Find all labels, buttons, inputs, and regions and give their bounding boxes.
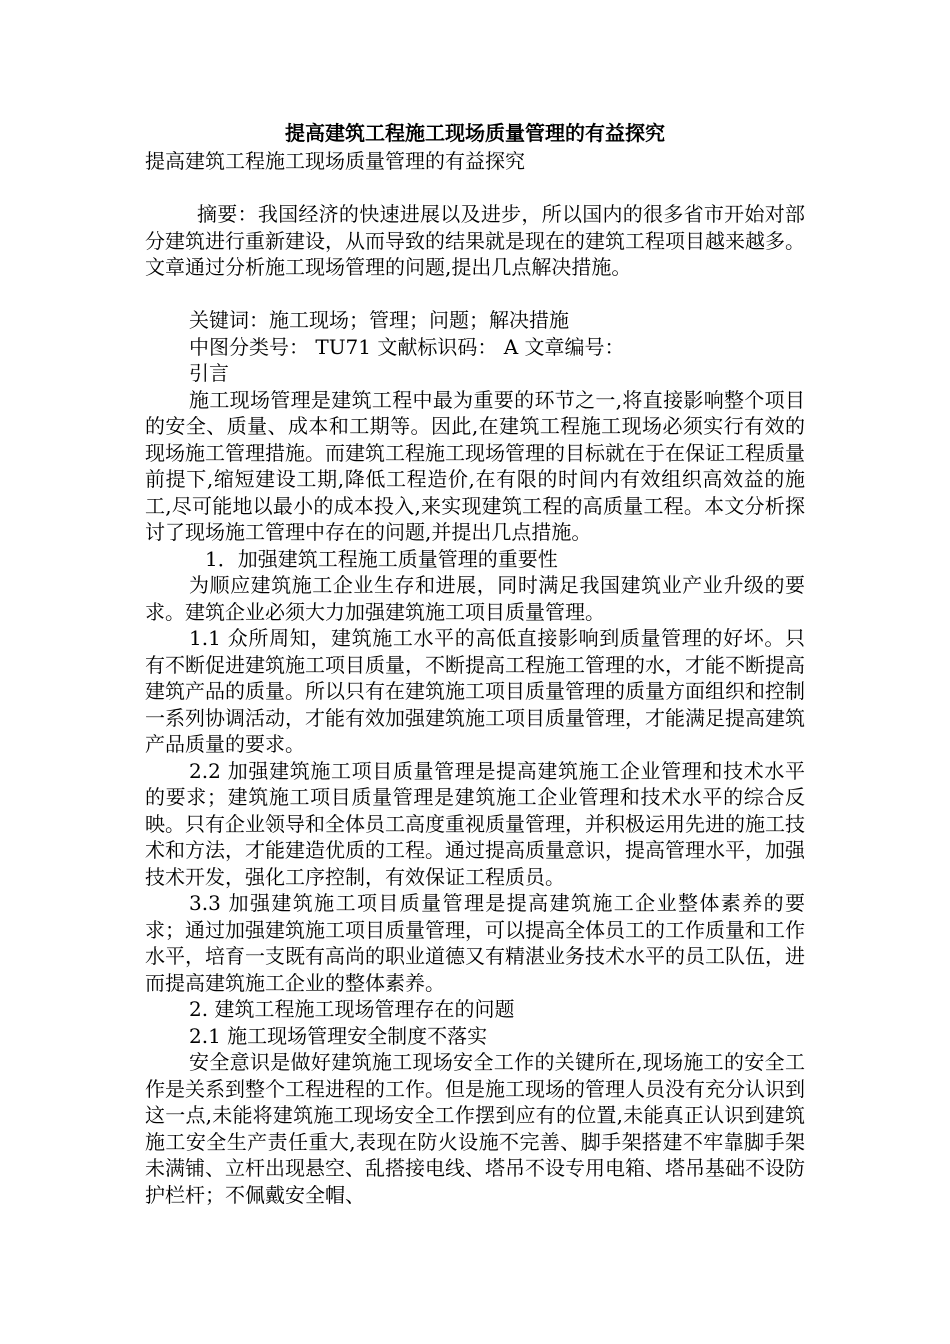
subsection-3-3-paragraph: 3.3 加强建筑施工项目质量管理是提高建筑施工企业整体素养的要求；通过加强建筑施工项目质量管理，可以提高全体员工的工作质量和工作水平，培育一支既有高尚的职业道德又有精湛业务技术水平的员工队伍，进而提高建筑施工企业的整体素养。 (145, 891, 805, 995)
document-title: 提高建筑工程施工现场质量管理的有益探究 (285, 121, 665, 145)
abstract-paragraph: 摘要：我国经济的快速进展以及进步，所以国内的很多省市开始对部分建筑进行重新建设，从而导致的结果就是现在的建筑工程项目越来越多。文章通过分析施工现场管理的问题,提出几点解决措施。 (145, 202, 805, 279)
subsection-2-2-paragraph: 2.2 加强建筑施工项目质量管理是提高建筑施工企业管理和技术水平的要求；建筑施工项目质量管理是建筑施工企业管理和技术水平的综合反映。只有企业领导和全体员工高度重视质量管理，并积极运用先进的施工技术和方法，才能建造优质的工程。通过提高质量意识，提高管理水平，加强技术开发，强化工序控制，有效保证工程质员。 (145, 758, 805, 889)
document-page (145, 118, 805, 1208)
subsection-1-1-paragraph: 1.1 众所周知，建筑施工水平的高低直接影响到质量管理的好坏。只有不断促进建筑施工项目质量，不断提高工程施工管理的水，才能不断提高建筑产品的质量。所以只有在建筑施工项目质量管理的质量方面组织和控制一系列协调活动，才能有效加强建筑施工项目质量管理，才能满足提高建筑产品质量的要求。 (145, 626, 805, 756)
keywords-line: 关键词：施工现场；管理；问题；解决措施 (189, 308, 569, 332)
blank-line (145, 281, 805, 308)
document-subtitle: 提高建筑工程施工现场质量管理的有益探究 (145, 149, 525, 173)
intro-paragraph: 施工现场管理是建筑工程中最为重要的环节之一,将直接影响整个项目的安全、质量、成本和工期等。因此,在建筑工程施工现场必须实行有效的现场施工管理措施。而建筑工程施工现场管理的目标就在于在保证工程质量前提下,缩短建设工期,降低工程造价,在有限的时间内有效组织高效益的施工,尽可能地以最小的成本投入,来实现建筑工程的高质量工程。本文分析探讨了现场施工管理中存在的问题,并提出几点措施。 (145, 387, 805, 544)
blank-line (145, 175, 805, 202)
subsection-2-1-paragraph: 安全意识是做好建筑施工现场安全工作的关键所在,现场施工的安全工作是关系到整个工程进程的工作。但是施工现场的管理人员没有充分认识到这一点,未能将建筑施工现场安全工作摆到应有的位置,未能真正认识到建筑施工安全生产责任重大,表现在防火设施不完善、脚手架搭建不牢靠脚手架未满铺、立杆出现悬空、乱搭接电线、塔吊不设专用电箱、塔吊基础不设防护栏杆；不佩戴安全帽、 (145, 1050, 805, 1207)
subsection-2-1-heading: 2.1 施工现场管理安全制度不落实 (189, 1023, 488, 1048)
classification-line: 中图分类号： TU71 文献标识码： A 文章编号： (189, 334, 625, 359)
intro-heading: 引言 (189, 361, 229, 385)
section-1-heading: 1．加强建筑工程施工质量管理的重要性 (205, 546, 558, 571)
section-1-paragraph: 为顺应建筑施工企业生存和进展，同时满足我国建筑业产业升级的要求。建筑企业必须大力加强建筑施工项目质量管理。 (145, 573, 805, 624)
section-2-heading: 2. 建筑工程施工现场管理存在的问题 (189, 997, 515, 1021)
